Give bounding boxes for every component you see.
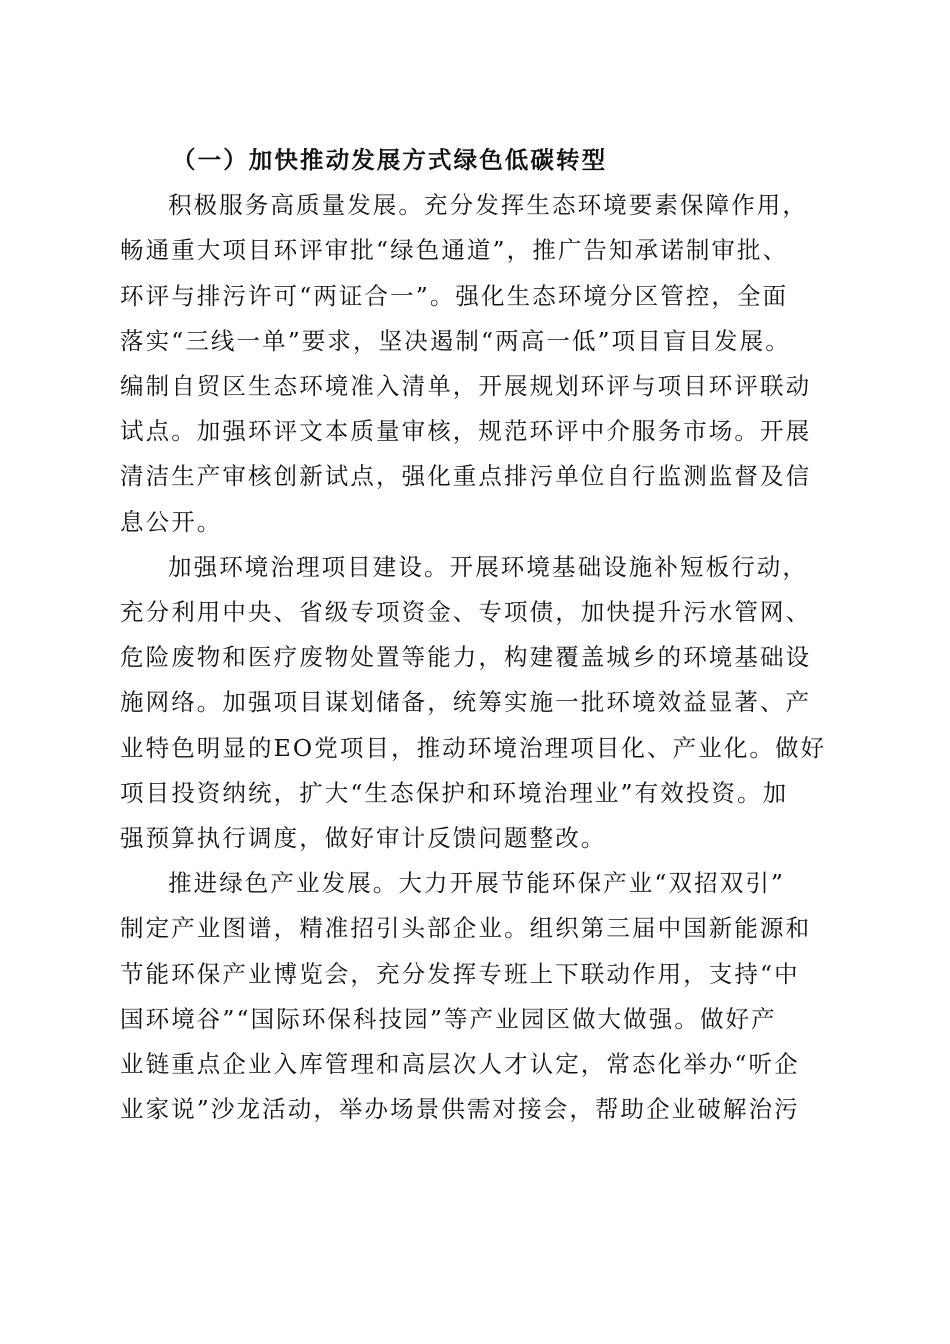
paragraph-line: 充分利用中央、省级专项资金、专项债，加快提升污水管网、 <box>120 598 812 627</box>
paragraph-line: 危险废物和医疗废物处置等能力，构建覆盖城乡的环境基础设 <box>120 643 812 672</box>
paragraph-3 <box>120 861 832 1132</box>
paragraph-line: 畅通重大项目环评审批“绿色通道”，推广告知承诺制审批、 <box>120 236 789 265</box>
paragraph-line: 节能环保产业博览会，充分发挥专班上下联动作用，支持“中 <box>120 959 800 988</box>
paragraph-line: 清洁生产审核创新试点，强化重点排污单位自行监测监督及信 <box>120 462 812 491</box>
paragraph-2 <box>120 545 832 861</box>
section-heading: （一）加快推动发展方式绿色低碳转型 <box>172 146 608 174</box>
paragraph-1 <box>120 183 832 545</box>
paragraph-line: 业特色明显的EO党项目，推动环境治理项目化、产业化。做好 <box>120 733 827 762</box>
paragraph-line: 业家说”沙龙活动，举办场景供需对接会，帮助企业破解治污 <box>120 1095 800 1124</box>
paragraph-line: 息公开。 <box>120 507 223 536</box>
paragraph-line: 推进绿色产业发展。大力开展节能环保产业“双招双引” <box>168 869 786 898</box>
paragraph-line: 制定产业图谱，精准招引头部企业。组织第三届中国新能源和 <box>120 914 812 943</box>
paragraph-line: 加强环境治理项目建设。开展环境基础设施补短板行动， <box>168 552 808 581</box>
paragraph-line: 强预算执行调度，做好审计反馈问题整改。 <box>120 824 607 853</box>
paragraph-line: 项目投资纳统，扩大“生态保护和环境治理业”有效投资。加 <box>120 778 789 807</box>
document-body <box>120 138 832 1132</box>
paragraph-line: 编制自贸区生态环境准入清单，开展规划环评与项目环评联动 <box>120 372 812 401</box>
paragraph-line: 业链重点企业入库管理和高层次人才认定，常态化举办“听企 <box>120 1050 800 1079</box>
paragraph-line: 试点。加强环评文本质量审核，规范环评中介服务市场。开展 <box>120 417 812 446</box>
paragraph-line: 施网络。加强项目谋划储备，统筹实施一批环境效益显著、产 <box>120 688 812 717</box>
paragraph-line: 环评与排污许可“两证合一”。强化生态环境分区管控，全面 <box>120 281 789 310</box>
paragraph-line: 积极服务高质量发展。充分发挥生态环境要素保障作用， <box>168 191 808 220</box>
paragraph-line: 国环境谷”“国际环保科技园”等产业园区做大做强。做好产 <box>120 1004 777 1033</box>
paragraph-line: 落实“三线一单”要求，坚决遏制“两高一低”项目盲目发展。 <box>120 326 791 355</box>
